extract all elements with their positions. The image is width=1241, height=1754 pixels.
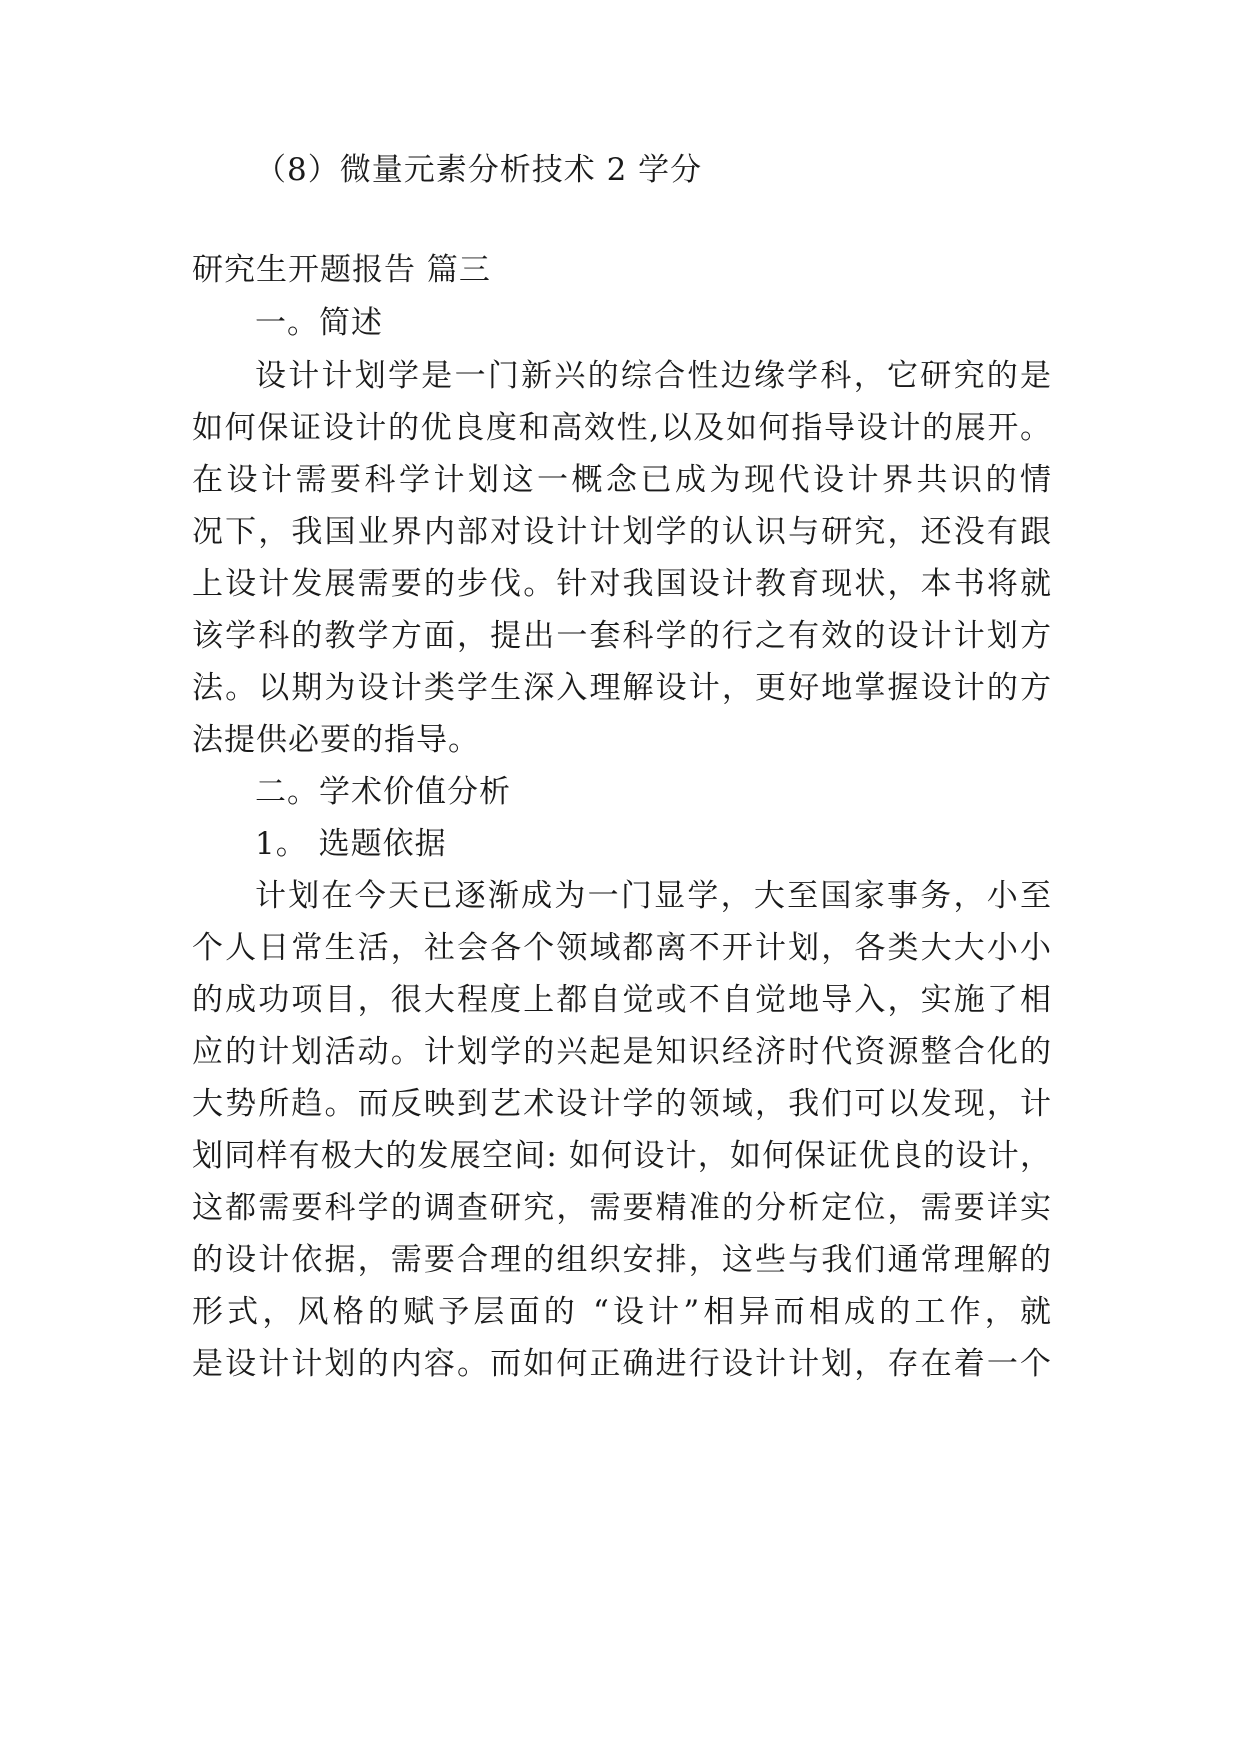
heading-academic-value: 二。学术价值分析 bbox=[255, 774, 511, 810]
paragraph-line: 法。以期为设计类学生深入理解设计，更好地掌握设计的方 bbox=[192, 670, 1052, 706]
paragraph-line: 上设计发展需要的步伐。针对我国设计教育现状，本书将就 bbox=[192, 566, 1052, 602]
section-title: 研究生开题报告 篇三 bbox=[192, 252, 491, 288]
paragraph-line: 个人日常生活，社会各个领域都离不开计划，各类大大小小 bbox=[192, 930, 1052, 966]
paragraph-line: 的设计依据，需要合理的组织安排，这些与我们通常理解的 bbox=[192, 1242, 1052, 1278]
paragraph-line: 如何保证设计的优良度和高效性,以及如何指导设计的展开。 bbox=[192, 410, 1052, 446]
heading-overview: 一。简述 bbox=[255, 305, 383, 341]
paragraph-line: 在设计需要科学计划这一概念已成为现代设计界共识的情 bbox=[192, 462, 1052, 498]
paragraph-line: 形式，风格的赋予层面的 “设计”相异而相成的工作，就 bbox=[192, 1294, 1052, 1330]
paragraph-line: 划同样有极大的发展空间: 如何设计，如何保证优良的设计， bbox=[192, 1138, 1052, 1174]
paragraph-line: 法提供必要的指导。 bbox=[192, 722, 480, 758]
paragraph-line: 是设计计划的内容。而如何正确进行设计计划，存在着一个 bbox=[192, 1346, 1052, 1382]
paragraph-line: 况下，我国业界内部对设计计划学的认识与研究，还没有跟 bbox=[192, 514, 1052, 550]
paragraph-line: 计划在今天已逐渐成为一门显学，大至国家事务，小至 bbox=[255, 878, 1052, 914]
paragraph-line: 这都需要科学的调查研究，需要精准的分析定位，需要详实 bbox=[192, 1190, 1052, 1226]
heading-topic-basis: 1。 选题依据 bbox=[255, 826, 447, 862]
paragraph-line: 的成功项目，很大程度上都自觉或不自觉地导入，实施了相 bbox=[192, 982, 1052, 1018]
paragraph-line: 应的计划活动。计划学的兴起是知识经济时代资源整合化的 bbox=[192, 1034, 1052, 1070]
previous-list-item: （8）微量元素分析技术 2 学分 bbox=[255, 152, 703, 188]
paragraph-line: 设计计划学是一门新兴的综合性边缘学科，它研究的是 bbox=[255, 358, 1052, 394]
paragraph-line: 该学科的教学方面，提出一套科学的行之有效的设计计划方 bbox=[192, 618, 1052, 654]
paragraph-line: 大势所趋。而反映到艺术设计学的领域，我们可以发现，计 bbox=[192, 1086, 1052, 1122]
